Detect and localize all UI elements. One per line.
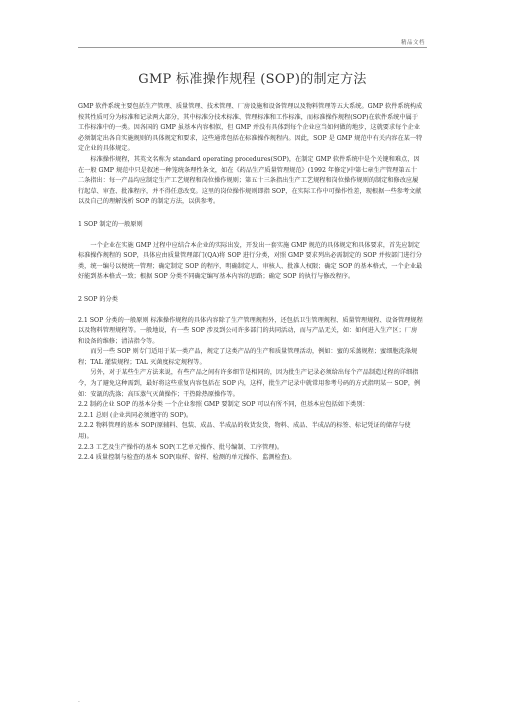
intro-paragraph-1: GMP 软件系统主要包括生产管理、质量管理、技术管理、厂房设施和设备管理以及物料管理等五大系统。GMP 软件系统构成按其性质可分为标准和记录两大部分，其中标准分技术标准、管理标准和工作标准，而标准操作规程(SOP)在软件系统中属于工作标准中的一类。因各国的 GMP 虽基本内容相似，但 GMP 并没有具体到每个企业应当如何做的地步，这就要求每个企业必须制定出各自实施规则的具体规定和要求，这些通常包括在标准操作规程内。因此，SOP 是 GMP 规范中有关内容在某一特定企业的具体规定。 [78, 103, 423, 153]
footer-dot: . [78, 697, 80, 704]
section-2-heading: 2 SOP 的分类 [78, 295, 118, 303]
section-2-paragraph-3: 另外，对于某些生产方法来说，有些产品之间有许多细节是相同的，因为批生产记录必须给出每个产品制造过程的详细指令，为了避免这种需到，最好将这些重复内容包括在 SOP 内，这样，批生产记录中就常用参考号码的方式指明某一 SOP，例如：安瓿的洗涤；高压蒸气灭菌操作；干热除热原操作等。 [78, 369, 421, 398]
document-body [78, 102, 423, 464]
section-2-list-item-3: 2.2.3 工艺及生产操作的基本 SOP(工艺单元操作、批号编制、工序管理)。 [78, 443, 284, 451]
section-1-heading: 1 SOP 制定的一般原则 [78, 220, 143, 228]
section-2-list-item-4: 2.2.4 质量控制与检查的基本 SOP(取样、留样、检测的单元操作、监测检查)。 [78, 454, 296, 462]
section-2-list-item-2: 2.2.2 物料管理的基本 SOP(原辅料、包装、成品、半成品的收货发货，物料、成品、半成品的标签、标记凭证的储存与使用)。 [78, 422, 411, 441]
section-1-paragraph-1: 一个企业在实施 GMP 过程中应结合本企业的实际出发，开发出一套实施 GMP 规范的具体规定和具体要求，首先应制定标准操作规程的 SOP，具体应由质量管理部门(QA)将 SOP 进行分类，对照 GMP 要求列出必需制定的 SOP 并按部门进行分类，统一编号以便统一管理；确定制定 SOP 的程序，明确制定人、审核人、批准人权限；确定 SOP 的基本格式，一个企业最好能到基本格式一致；根据 SOP 分类不同确定编写基本内容的思路；确定 SOP 的执行与修改程序。 [78, 241, 423, 281]
header-rule [78, 47, 427, 48]
section-2-paragraph-2: 而另一些 SOP 则专门适用于某一类产品，规定了这类产品的生产和质量管理活动，例如：蜜的采蒸规程；蜜细胞洗涤规程；TAL 灌装规程；TAL 灭菌度标定规程等。 [78, 348, 418, 366]
header-mark: 精品文档 [400, 40, 425, 46]
section-2-paragraph-1: 2.1 SOP 分类的一般原则 标准操作规程的具体内容除了生产管理规程外，还包括卫生管理规程、质量管理规程、设备管理规程以及物料管理规程等。一般地说，有一些 SOP 涉及到公司许多部门的共同活动，而与产品无关，如：如何进入生产区；厂房和设备的维修；清洁指令等。 [78, 316, 423, 345]
document-title: GMP 标准操作规程 (SOP)的制定方法 [138, 72, 367, 87]
intro-paragraph-2: 标准操作规程，其英文名称为 standard operating procedures(SOP)，在制定 GMP 软件系统中是个关键和难点，因在一般 GMP 规范中只是叙述一种笼统条理性条文，如在《药品生产质量管理规范》(1992 年修定)中第七章生产管理第五十二条指出：每一产品均应制定生产工艺规程和岗位操作规则；第五十三条指出生产工艺规程和岗位操作规则的制定和修改应履行起草、审查、批准程序，并不得任意改变。这里的岗位操作规则即指 SOP，在实际工作中可操作性差，现根据一些参考文献以及自己的理解浅析 SOP 的制定方法，以供参考。 [78, 155, 422, 206]
section-2-list-item-1: 2.2.1 总则 (企业共同必须遵守的 SOP)。 [78, 411, 193, 419]
section-2-paragraph-4: 2.2 制药企业 SOP 的基本分类 一个企业参照 GMP 要制定 SOP 可以有所不同，但基本应包括如下类别： [78, 401, 369, 409]
